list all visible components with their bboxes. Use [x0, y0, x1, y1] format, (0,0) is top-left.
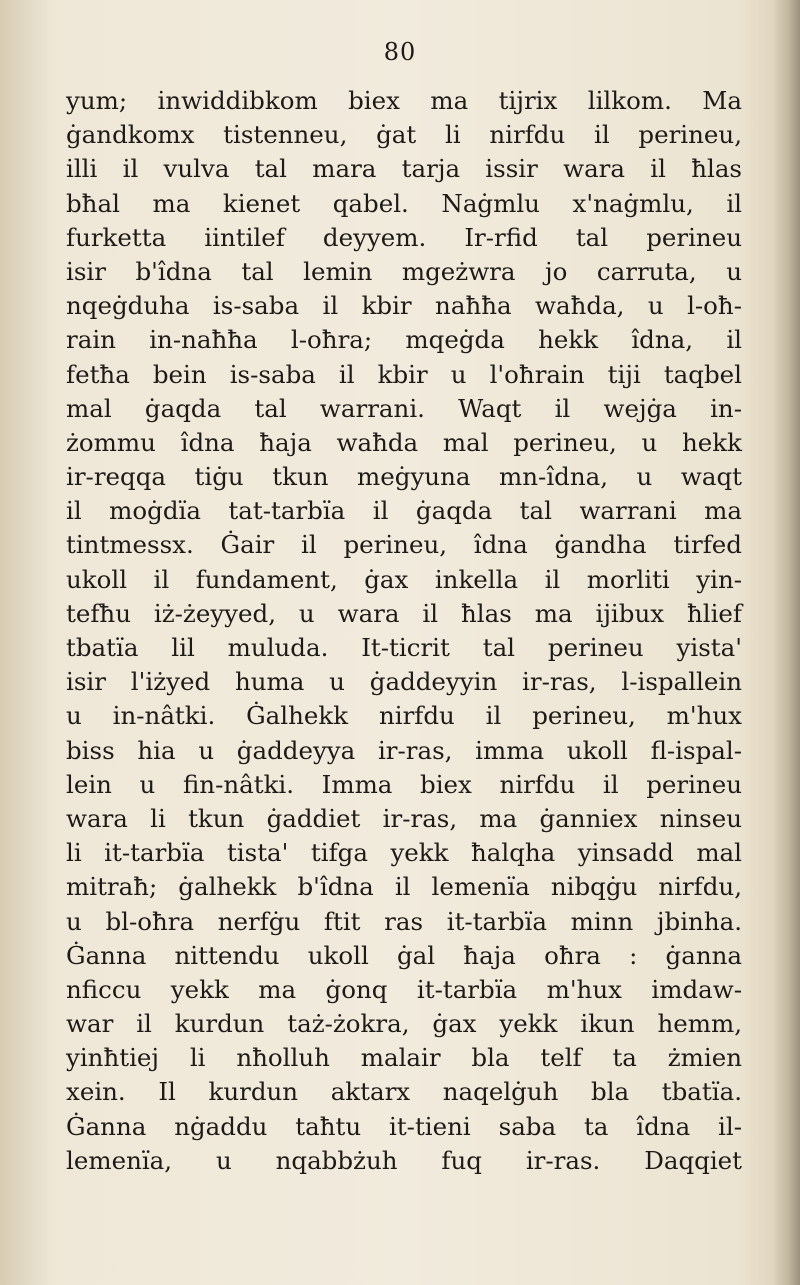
text-line: nqeġduha is-saba il kbir naħħa waħda, u l-oħ-: [66, 291, 742, 321]
text-line: tintmessx. Ġair il perineu, îdna ġandha tirfed: [66, 530, 742, 560]
text-line: mitraħ; ġalhekk b'îdna il lemenïa nibqġu nirfdu,: [66, 872, 742, 902]
text-line: rain in-naħħa l-oħra; mqeġda hekk îdna, il: [66, 325, 742, 355]
text-line: illi il vulva tal mara tarja issir wara il ħlas: [66, 154, 742, 184]
text-line: lein u fin-nâtki. Imma biex nirfdu il perineu: [66, 769, 742, 799]
text-line: yum; inwiddibkom biex ma tijrix lilkom. Ma: [66, 86, 742, 115]
text-line: żommu îdna ħaja waħda mal perineu, u hekk: [66, 427, 742, 457]
text-line: ir-reqqa tiġu tkun meġyuna mn-îdna, u waqt: [66, 462, 742, 492]
text-line: isir b'îdna tal lemin mgeżwra jo carruta, u: [66, 256, 742, 286]
text-line: nficcu yekk ma ġonq it-tarbïa m'hux imdaw-: [66, 974, 742, 1004]
text-line: mal ġaqda tal warrani. Waqt il wejġa in-: [66, 393, 742, 423]
page-edge-stain: [0, 0, 60, 1285]
text-line: u in-nâtki. Ġalhekk nirfdu il perineu, m'hux: [66, 701, 742, 731]
text-line: ġandkomx tistenneu, ġat li nirfdu il perineu,: [66, 120, 742, 150]
text-line: yinħtiej li nħolluh malair bla telf ta żmien: [66, 1043, 742, 1073]
text-line: war il kurdun taż-żokra, ġax yekk ikun hemm,: [66, 1009, 742, 1039]
text-line: il moġdïa tat-tarbïa il ġaqda tal warrani ma: [66, 496, 742, 526]
text-line: fetħa bein is-saba il kbir u l'oħrain tiji taqbel: [66, 359, 742, 389]
text-line: Ġanna nġaddu taħtu it-tieni saba ta îdna il-: [66, 1111, 742, 1141]
text-line: furketta iintilef deyyem. Ir-rfid tal perineu: [66, 222, 742, 252]
text-line: tefħu iż-żeyyed, u wara il ħlas ma ijibux ħlief: [66, 598, 742, 628]
text-line: li it-tarbïa tista' tifga yekk ħalqha yinsadd mal: [66, 838, 742, 868]
text-line: bħal ma kienet qabel. Naġmlu x'naġmlu, il: [66, 188, 742, 218]
text-line: u bl-oħra nerfġu ftit ras it-tarbïa minn jbinha.: [66, 906, 742, 936]
text-line: wara li tkun ġaddiet ir-ras, ma ġanniex ninseu: [66, 803, 742, 833]
binding-shadow: [772, 0, 800, 1285]
text-line: isir l'iżyed huma u ġaddeyyin ir-ras, l-ispallein: [66, 667, 742, 697]
text-line: lemenïa, u nqabbżuh fuq ir-ras. Daqqiet: [66, 1145, 742, 1175]
text-line: Ġanna nittendu ukoll ġal ħaja oħra : ġanna: [66, 940, 742, 970]
text-line: ukoll il fundament, ġax inkella il morliti yin-: [66, 564, 742, 594]
body-text: [66, 84, 742, 1178]
text-line: xein. Il kurdun aktarx naqelġuh bla tbatïa.: [66, 1077, 742, 1107]
page-number: 80: [383, 38, 417, 66]
text-line: tbatïa lil muluda. It-ticrit tal perineu yista': [66, 633, 742, 662]
text-line: biss hia u ġaddeyya ir-ras, imma ukoll fl-ispal-: [66, 735, 742, 765]
